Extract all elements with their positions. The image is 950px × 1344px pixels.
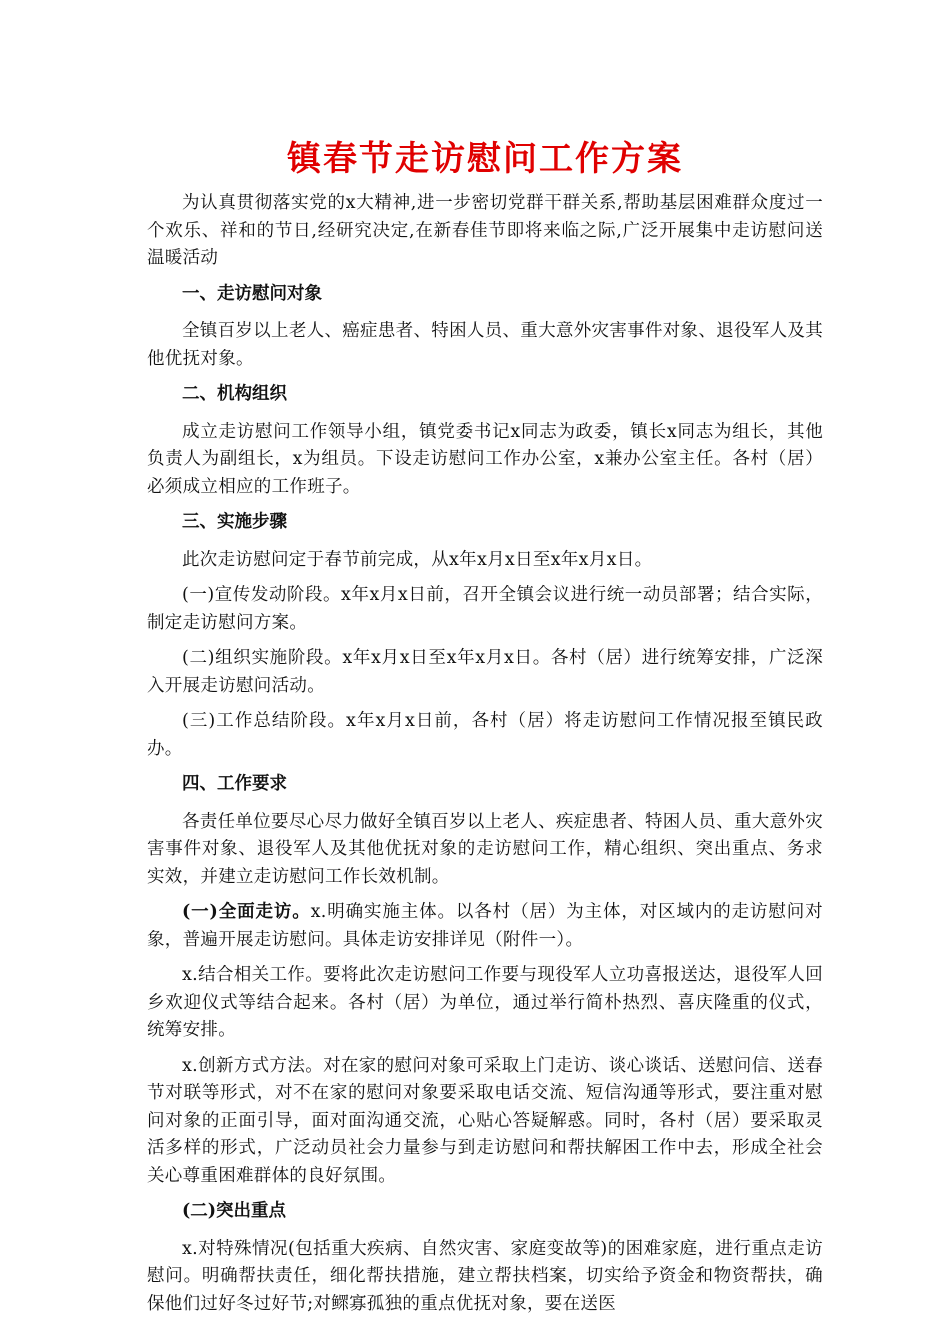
subsection-label: (一)全面走访。 (182, 902, 311, 922)
subsection-text: x.明确实施主体。以各村（居）为主体，对区域内的走访慰问对象，普遍开展走访慰问。具体走访安排详见（附件一）。 (147, 902, 823, 950)
document-page (147, 136, 823, 1326)
paragraph: x.创新方式方法。对在家的慰问对象可采取上门走访、谈心谈话、送慰问信、送春节对联等形式，对不在家的慰问对象要采取电话交流、短信沟通等形式，要注重对慰问对象的正面引导，面对面沟通交流，心贴心答疑解惑。同时，各村（居）要采取灵活多样的形式，广泛动员社会力量参与到走访慰问和帮扶解困工作中去，形成全社会关心尊重困难群体的良好氛围。 (147, 1055, 823, 1186)
section-heading-visit-targets: 一、走访慰问对象 (182, 283, 322, 304)
intro-paragraph: 为认真贯彻落实党的x大精神,进一步密切党群干群关系,帮助基层困难群众度过一个欢乐、祥和的节日,经研究决定,在新春佳节即将来临之际,广泛开展集中走访慰问送温暖活动 (147, 193, 823, 268)
paragraph: x.结合相关工作。要将此次走访慰问工作要与现役军人立功喜报送达，退役军人回乡欢迎仪式等结合起来。各村（居）为单位，通过举行简朴热烈、喜庆隆重的仪式，统筹安排。 (147, 965, 823, 1040)
paragraph: 全镇百岁以上老人、癌症患者、特困人员、重大意外灾害事件对象、退役军人及其他优抚对象。 (147, 321, 823, 369)
paragraph: x.对特殊情况(包括重大疾病、自然灾害、家庭变故等)的困难家庭，进行重点走访慰问。明确帮扶责任，细化帮扶措施，建立帮扶档案，切实给予资金和物资帮扶，确保他们过好冬过好节;对鳏寡孤独的重点优抚对象，要在送医 (147, 1238, 823, 1314)
paragraph: (二)组织实施阶段。x年x月x日至x年x月x日。各村（居）进行统筹安排，广泛深入开展走访慰问活动。 (147, 648, 823, 696)
document-title: 镇春节走访慰问工作方案 (287, 139, 683, 179)
section-heading-requirements: 四、工作要求 (182, 774, 287, 794)
paragraph: 此次走访慰问定于春节前完成，从x年x月x日至x年x月x日。 (182, 549, 653, 570)
paragraph: 成立走访慰问工作领导小组，镇党委书记x同志为政委，镇长x同志为组长，其他负责人为副组长，x为组员。下设走访慰问工作办公室，x兼办公室主任。各村（居）必须成立相应的工作班子。 (147, 421, 823, 497)
section-heading-implementation: 三、实施步骤 (182, 512, 287, 532)
paragraph: (三)工作总结阶段。x年x月x日前，各村（居）将走访慰问工作情况报至镇民政办。 (147, 711, 823, 759)
section-heading-organization: 二、机构组织 (182, 384, 287, 404)
subsection-heading-key-focus: (二)突出重点 (182, 1201, 287, 1221)
paragraph: 各责任单位要尽心尽力做好全镇百岁以上老人、疾症患者、特困人员、重大意外灾害事件对象、退役军人及其他优抚对象的走访慰问工作，精心组织、突出重点、务求实效，并建立走访慰问工作长效机制。 (147, 811, 823, 887)
paragraph: (一)宣传发动阶段。x年x月x日前，召开全镇会议进行统一动员部署；结合实际，制定走访慰问方案。 (147, 585, 823, 633)
paragraph-comprehensive-visit (147, 899, 823, 954)
